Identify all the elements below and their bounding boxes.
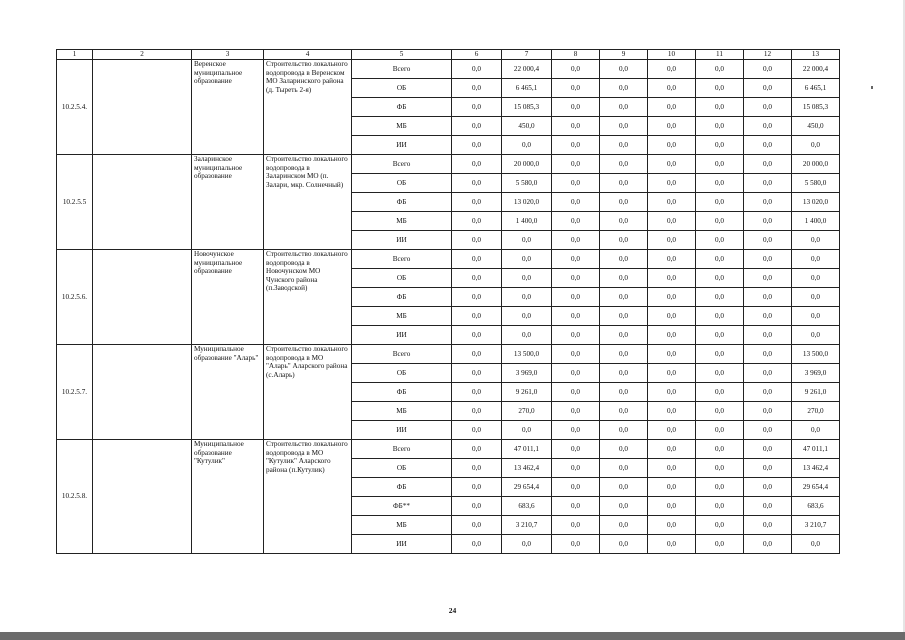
municipality-name: Новочунское муниципальное образование — [192, 250, 264, 345]
amount-cell: 0,0 — [600, 535, 648, 554]
amount-cell: 0,0 — [600, 440, 648, 459]
amount-cell: 13 462,4 — [502, 459, 552, 478]
amount-cell: 0,0 — [502, 326, 552, 345]
amount-cell: 0,0 — [552, 98, 600, 117]
amount-cell: 0,0 — [648, 60, 696, 79]
item-code: 10.2.5.4. — [57, 60, 93, 155]
amount-cell: 0,0 — [648, 98, 696, 117]
amount-cell: 0,0 — [744, 535, 792, 554]
municipality-name: Муниципальное образование "Аларь" — [192, 345, 264, 440]
amount-cell: 0,0 — [648, 307, 696, 326]
amount-cell: 0,0 — [696, 478, 744, 497]
amount-cell: 0,0 — [452, 307, 502, 326]
column-number-header: 12 — [744, 50, 792, 60]
amount-cell: 0,0 — [452, 421, 502, 440]
amount-cell: 0,0 — [744, 345, 792, 364]
amount-cell: 13 462,4 — [792, 459, 840, 478]
empty-cell — [93, 345, 192, 440]
column-number-header: 11 — [696, 50, 744, 60]
empty-cell — [93, 250, 192, 345]
amount-cell: 0,0 — [600, 516, 648, 535]
amount-cell: 0,0 — [744, 136, 792, 155]
funding-source: ОБ — [352, 174, 452, 193]
amount-cell: 0,0 — [648, 155, 696, 174]
amount-cell: 0,0 — [744, 174, 792, 193]
amount-cell: 0,0 — [600, 193, 648, 212]
amount-cell: 3 969,0 — [792, 364, 840, 383]
amount-cell: 0,0 — [648, 345, 696, 364]
amount-cell: 0,0 — [744, 269, 792, 288]
amount-cell: 9 261,0 — [792, 383, 840, 402]
amount-cell: 0,0 — [696, 402, 744, 421]
amount-cell: 0,0 — [648, 117, 696, 136]
amount-cell: 0,0 — [452, 60, 502, 79]
funding-source: ФБ — [352, 288, 452, 307]
margin-mark — [871, 86, 873, 89]
amount-cell: 270,0 — [502, 402, 552, 421]
amount-cell: 683,6 — [792, 497, 840, 516]
column-number-header: 8 — [552, 50, 600, 60]
amount-cell: 29 654,4 — [792, 478, 840, 497]
amount-cell: 0,0 — [744, 478, 792, 497]
amount-cell: 0,0 — [648, 250, 696, 269]
empty-cell — [93, 60, 192, 155]
item-code: 10.2.5.8. — [57, 440, 93, 554]
amount-cell: 0,0 — [696, 174, 744, 193]
amount-cell: 0,0 — [744, 231, 792, 250]
amount-cell: 0,0 — [696, 136, 744, 155]
column-number-header: 7 — [502, 50, 552, 60]
amount-cell: 0,0 — [452, 326, 502, 345]
amount-cell: 0,0 — [600, 98, 648, 117]
amount-cell: 0,0 — [696, 212, 744, 231]
amount-cell: 0,0 — [696, 383, 744, 402]
amount-cell: 0,0 — [502, 250, 552, 269]
amount-cell: 0,0 — [792, 288, 840, 307]
amount-cell: 0,0 — [648, 535, 696, 554]
funding-source: ФБ — [352, 383, 452, 402]
amount-cell: 6 465,1 — [502, 79, 552, 98]
amount-cell: 0,0 — [600, 79, 648, 98]
amount-cell: 0,0 — [792, 535, 840, 554]
funding-source: ОБ — [352, 79, 452, 98]
amount-cell: 0,0 — [452, 288, 502, 307]
page-number: 24 — [448, 606, 457, 615]
amount-cell: 0,0 — [648, 383, 696, 402]
amount-cell: 6 465,1 — [792, 79, 840, 98]
amount-cell: 0,0 — [452, 440, 502, 459]
amount-cell: 0,0 — [648, 193, 696, 212]
amount-cell: 0,0 — [552, 117, 600, 136]
amount-cell: 0,0 — [502, 307, 552, 326]
amount-cell: 0,0 — [452, 155, 502, 174]
amount-cell: 29 654,4 — [502, 478, 552, 497]
budget-table — [56, 49, 840, 554]
funding-source: МБ — [352, 307, 452, 326]
column-number-header: 2 — [93, 50, 192, 60]
municipality-name: Веренское муниципальное образование — [192, 60, 264, 155]
amount-cell: 0,0 — [452, 478, 502, 497]
amount-cell: 0,0 — [696, 364, 744, 383]
amount-cell: 0,0 — [696, 345, 744, 364]
column-number-header: 9 — [600, 50, 648, 60]
amount-cell: 0,0 — [696, 250, 744, 269]
amount-cell: 0,0 — [744, 250, 792, 269]
amount-cell: 683,6 — [502, 497, 552, 516]
funding-source: ИИ — [352, 421, 452, 440]
amount-cell: 0,0 — [552, 459, 600, 478]
amount-cell: 0,0 — [552, 364, 600, 383]
amount-cell: 0,0 — [600, 478, 648, 497]
amount-cell: 0,0 — [696, 117, 744, 136]
item-code: 10.2.5.5 — [57, 155, 93, 250]
amount-cell: 0,0 — [452, 231, 502, 250]
amount-cell: 0,0 — [552, 231, 600, 250]
table-body — [57, 60, 840, 554]
amount-cell: 0,0 — [696, 193, 744, 212]
amount-cell: 0,0 — [452, 459, 502, 478]
amount-cell: 0,0 — [552, 440, 600, 459]
amount-cell: 270,0 — [792, 402, 840, 421]
amount-cell: 0,0 — [552, 326, 600, 345]
column-number-header: 6 — [452, 50, 502, 60]
amount-cell: 0,0 — [648, 497, 696, 516]
funding-source: МБ — [352, 402, 452, 421]
funding-source: Всего — [352, 345, 452, 364]
amount-cell: 0,0 — [648, 364, 696, 383]
amount-cell: 0,0 — [696, 269, 744, 288]
amount-cell: 0,0 — [648, 79, 696, 98]
amount-cell: 0,0 — [552, 288, 600, 307]
amount-cell: 0,0 — [696, 421, 744, 440]
item-code: 10.2.5.7. — [57, 345, 93, 440]
table-row — [57, 440, 840, 459]
table-row — [57, 345, 840, 364]
amount-cell: 0,0 — [744, 364, 792, 383]
amount-cell: 0,0 — [552, 155, 600, 174]
amount-cell: 0,0 — [452, 174, 502, 193]
scan-edge-bottom — [0, 632, 905, 640]
amount-cell: 0,0 — [696, 98, 744, 117]
amount-cell: 450,0 — [502, 117, 552, 136]
amount-cell: 0,0 — [648, 174, 696, 193]
amount-cell: 0,0 — [792, 136, 840, 155]
amount-cell: 0,0 — [648, 269, 696, 288]
amount-cell: 0,0 — [552, 402, 600, 421]
amount-cell: 0,0 — [696, 497, 744, 516]
amount-cell: 0,0 — [502, 288, 552, 307]
amount-cell: 0,0 — [552, 478, 600, 497]
amount-cell: 0,0 — [744, 516, 792, 535]
amount-cell: 0,0 — [552, 60, 600, 79]
project-description: Строительство локального водопровода в МО "Аларь" Аларского района (с.Аларь) — [264, 345, 352, 440]
amount-cell: 0,0 — [648, 212, 696, 231]
amount-cell: 0,0 — [452, 364, 502, 383]
amount-cell: 0,0 — [600, 250, 648, 269]
funding-source: ОБ — [352, 269, 452, 288]
amount-cell: 0,0 — [744, 60, 792, 79]
amount-cell: 0,0 — [648, 459, 696, 478]
amount-cell: 0,0 — [600, 288, 648, 307]
amount-cell: 0,0 — [502, 421, 552, 440]
amount-cell: 47 011,1 — [502, 440, 552, 459]
amount-cell: 0,0 — [452, 516, 502, 535]
amount-cell: 0,0 — [648, 326, 696, 345]
amount-cell: 0,0 — [502, 269, 552, 288]
funding-source: Всего — [352, 60, 452, 79]
amount-cell: 0,0 — [600, 383, 648, 402]
amount-cell: 47 011,1 — [792, 440, 840, 459]
amount-cell: 3 210,7 — [502, 516, 552, 535]
amount-cell: 1 400,0 — [792, 212, 840, 231]
amount-cell: 5 580,0 — [792, 174, 840, 193]
funding-source: ИИ — [352, 326, 452, 345]
amount-cell: 0,0 — [552, 193, 600, 212]
amount-cell: 3 210,7 — [792, 516, 840, 535]
amount-cell: 0,0 — [792, 326, 840, 345]
amount-cell: 0,0 — [600, 459, 648, 478]
amount-cell: 22 000,4 — [792, 60, 840, 79]
amount-cell: 0,0 — [552, 174, 600, 193]
amount-cell: 0,0 — [452, 402, 502, 421]
amount-cell: 0,0 — [600, 345, 648, 364]
amount-cell: 5 580,0 — [502, 174, 552, 193]
amount-cell: 0,0 — [502, 535, 552, 554]
amount-cell: 0,0 — [552, 383, 600, 402]
amount-cell: 0,0 — [600, 421, 648, 440]
amount-cell: 0,0 — [744, 402, 792, 421]
column-number-header: 3 — [192, 50, 264, 60]
amount-cell: 0,0 — [696, 459, 744, 478]
amount-cell: 13 500,0 — [502, 345, 552, 364]
amount-cell: 0,0 — [792, 250, 840, 269]
funding-source: Всего — [352, 250, 452, 269]
funding-source: Всего — [352, 440, 452, 459]
amount-cell: 0,0 — [552, 345, 600, 364]
amount-cell: 0,0 — [792, 421, 840, 440]
amount-cell: 20 000,0 — [502, 155, 552, 174]
funding-source: ФБ — [352, 193, 452, 212]
funding-source: ИИ — [352, 136, 452, 155]
amount-cell: 1 400,0 — [502, 212, 552, 231]
funding-source: ФБ — [352, 98, 452, 117]
amount-cell: 0,0 — [600, 497, 648, 516]
amount-cell: 0,0 — [744, 497, 792, 516]
amount-cell: 0,0 — [648, 421, 696, 440]
funding-source: ИИ — [352, 535, 452, 554]
project-description: Строительство локального водопровода в Новочунском МО Чунского района (п.Заводской) — [264, 250, 352, 345]
amount-cell: 0,0 — [744, 440, 792, 459]
amount-cell: 13 500,0 — [792, 345, 840, 364]
amount-cell: 0,0 — [600, 174, 648, 193]
amount-cell: 0,0 — [552, 497, 600, 516]
funding-source: Всего — [352, 155, 452, 174]
column-number-row — [57, 50, 840, 60]
amount-cell: 0,0 — [600, 117, 648, 136]
funding-source: ОБ — [352, 364, 452, 383]
amount-cell: 0,0 — [648, 440, 696, 459]
amount-cell: 0,0 — [648, 231, 696, 250]
table-row — [57, 250, 840, 269]
amount-cell: 0,0 — [452, 535, 502, 554]
amount-cell: 0,0 — [744, 212, 792, 231]
amount-cell: 0,0 — [744, 193, 792, 212]
amount-cell: 0,0 — [792, 307, 840, 326]
amount-cell: 0,0 — [696, 516, 744, 535]
amount-cell: 0,0 — [552, 136, 600, 155]
amount-cell: 0,0 — [600, 402, 648, 421]
amount-cell: 0,0 — [696, 60, 744, 79]
amount-cell: 3 969,0 — [502, 364, 552, 383]
amount-cell: 0,0 — [552, 269, 600, 288]
amount-cell: 0,0 — [696, 288, 744, 307]
table-row — [57, 60, 840, 79]
amount-cell: 0,0 — [744, 421, 792, 440]
item-code: 10.2.5.6. — [57, 250, 93, 345]
amount-cell: 0,0 — [696, 440, 744, 459]
amount-cell: 0,0 — [648, 516, 696, 535]
amount-cell: 0,0 — [600, 212, 648, 231]
amount-cell: 0,0 — [452, 79, 502, 98]
amount-cell: 0,0 — [452, 212, 502, 231]
funding-source: ФБ** — [352, 497, 452, 516]
amount-cell: 13 020,0 — [792, 193, 840, 212]
amount-cell: 0,0 — [648, 402, 696, 421]
amount-cell: 0,0 — [552, 307, 600, 326]
amount-cell: 0,0 — [744, 307, 792, 326]
amount-cell: 0,0 — [648, 478, 696, 497]
column-number-header: 1 — [57, 50, 93, 60]
amount-cell: 0,0 — [502, 136, 552, 155]
amount-cell: 450,0 — [792, 117, 840, 136]
amount-cell: 0,0 — [552, 212, 600, 231]
amount-cell: 0,0 — [452, 136, 502, 155]
amount-cell: 0,0 — [502, 231, 552, 250]
amount-cell: 0,0 — [744, 98, 792, 117]
amount-cell: 0,0 — [600, 60, 648, 79]
amount-cell: 13 020,0 — [502, 193, 552, 212]
amount-cell: 0,0 — [696, 79, 744, 98]
amount-cell: 0,0 — [792, 231, 840, 250]
amount-cell: 0,0 — [452, 98, 502, 117]
amount-cell: 0,0 — [696, 231, 744, 250]
amount-cell: 9 261,0 — [502, 383, 552, 402]
funding-source: МБ — [352, 117, 452, 136]
empty-cell — [93, 155, 192, 250]
column-number-header: 4 — [264, 50, 352, 60]
amount-cell: 0,0 — [696, 307, 744, 326]
column-number-header: 13 — [792, 50, 840, 60]
amount-cell: 0,0 — [744, 117, 792, 136]
amount-cell: 0,0 — [744, 288, 792, 307]
amount-cell: 0,0 — [552, 250, 600, 269]
column-number-header: 5 — [352, 50, 452, 60]
amount-cell: 0,0 — [600, 269, 648, 288]
funding-source: МБ — [352, 212, 452, 231]
amount-cell: 0,0 — [648, 136, 696, 155]
amount-cell: 0,0 — [452, 117, 502, 136]
project-description: Строительство локального водопровода в Заларинском МО (п. Залари, мкр. Солнечный) — [264, 155, 352, 250]
funding-source: ОБ — [352, 459, 452, 478]
amount-cell: 0,0 — [552, 516, 600, 535]
amount-cell: 0,0 — [696, 326, 744, 345]
amount-cell: 0,0 — [600, 307, 648, 326]
table-row — [57, 155, 840, 174]
amount-cell: 0,0 — [600, 364, 648, 383]
amount-cell: 0,0 — [696, 155, 744, 174]
amount-cell: 0,0 — [648, 288, 696, 307]
amount-cell: 0,0 — [600, 231, 648, 250]
municipality-name: Муниципальное образование "Кутулик" — [192, 440, 264, 554]
amount-cell: 0,0 — [552, 535, 600, 554]
amount-cell: 0,0 — [744, 326, 792, 345]
amount-cell: 0,0 — [452, 497, 502, 516]
amount-cell: 20 000,0 — [792, 155, 840, 174]
amount-cell: 0,0 — [452, 193, 502, 212]
amount-cell: 0,0 — [744, 79, 792, 98]
amount-cell: 22 000,4 — [502, 60, 552, 79]
municipality-name: Заларинское муниципальное образование — [192, 155, 264, 250]
amount-cell: 0,0 — [600, 155, 648, 174]
amount-cell: 0,0 — [452, 383, 502, 402]
amount-cell: 0,0 — [552, 79, 600, 98]
amount-cell: 0,0 — [744, 459, 792, 478]
amount-cell: 0,0 — [744, 155, 792, 174]
amount-cell: 0,0 — [696, 535, 744, 554]
amount-cell: 0,0 — [452, 250, 502, 269]
amount-cell: 15 085,3 — [502, 98, 552, 117]
amount-cell: 0,0 — [452, 269, 502, 288]
project-description: Строительство локального водопровода в Веренском МО Заларинского района (д. Тыреть 2-я) — [264, 60, 352, 155]
funding-source: МБ — [352, 516, 452, 535]
amount-cell: 0,0 — [792, 269, 840, 288]
project-description: Строительство локального водопровода в МО "Кутулик" Аларского района (п.Кутулик) — [264, 440, 352, 554]
amount-cell: 0,0 — [600, 136, 648, 155]
amount-cell: 0,0 — [600, 326, 648, 345]
funding-source: ИИ — [352, 231, 452, 250]
amount-cell: 0,0 — [452, 345, 502, 364]
amount-cell: 15 085,3 — [792, 98, 840, 117]
amount-cell: 0,0 — [744, 383, 792, 402]
column-number-header: 10 — [648, 50, 696, 60]
empty-cell — [93, 440, 192, 554]
amount-cell: 0,0 — [552, 421, 600, 440]
funding-source: ФБ — [352, 478, 452, 497]
